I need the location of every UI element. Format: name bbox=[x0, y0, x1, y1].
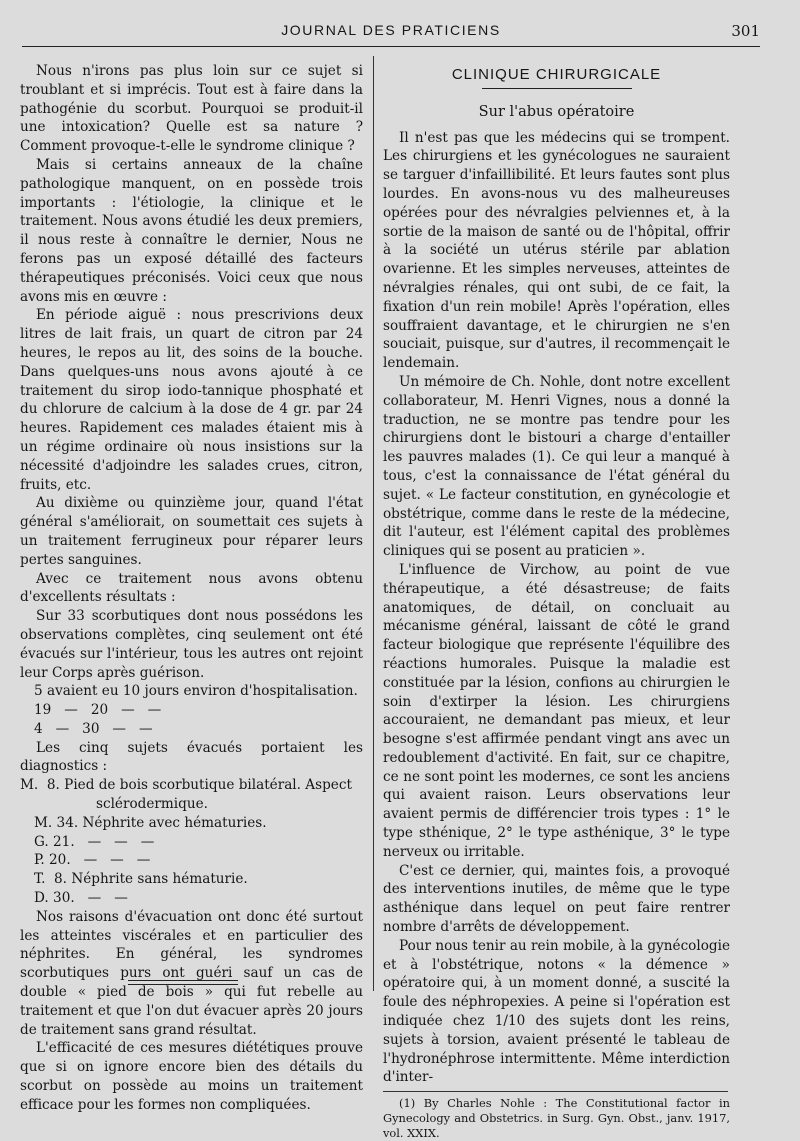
page-header bbox=[22, 22, 760, 46]
left-column bbox=[20, 62, 363, 1115]
right-column bbox=[383, 62, 730, 1141]
paragraph: Mais si certains anneaux de la chaîne pathologique manquent, on en possède trois importants : l'étiologie, la clinique et le traitement. Nous avons étudié les deux premiers, il nous reste à connaître le dernier, Nous ne ferons pas un exposé détaillé des facteurs thérapeutiques préconisés. Voici ceux que nous avons mis en œuvre : bbox=[20, 156, 363, 305]
paragraph: Pour nous tenir au rein mobile, à la gynécologie et à l'obstétrique, notons « la démence » opératoire qui, à un moment donné, a suscité la foule des néphropexies. A peine si l'opération est indiquée chez 1/10 des sujets dont les reins, sujets à torsion, avaient présenté le tableau de l'hydronéphrose intermittente. Même interdiction d'inter- bbox=[383, 937, 730, 1086]
section-title: CLINIQUE CHIRURGICALE bbox=[451, 66, 662, 83]
paragraph: L'influence de Virchow, au point de vue thérapeutique, a été désastreuse; de faits anatomiques, de détail, on concluait au mécanisme général, laissant de côté le grand facteur biologique que représente l'équilibre des réactions humorales. Puisque la maladie est constituée par la lésion, confions au chirurgien le soin d'extirper la lésion. Les chirurgiens accouraient, ne demandant pas mieux, et leur besogne s'est affirmée pendant vingt ans avec un redoublement d'activité. En fait, sur ce chapitre, ce ne sont point les modernes, ce sont les anciens qui avaient raison. Leurs observations leur avaient permis de différencier trois types : 1° le type sthénique, 2° le type asthénique, 3° le type nerveux ou irritable. bbox=[383, 561, 730, 860]
diagnostic-line: M. 8. Pied de bois scorbutique bilatéral. Aspect bbox=[20, 777, 352, 794]
diagnostic-line: M. 34. Néphrite avec hématuries. bbox=[34, 814, 267, 831]
page-number: 301 bbox=[731, 22, 760, 40]
end-of-article-rule bbox=[128, 980, 238, 981]
end-of-article-rule bbox=[128, 984, 238, 985]
diagnostics-list bbox=[20, 776, 363, 908]
paragraph: En période aiguë : nous prescrivions deux litres de lait frais, un quart de citron par 24 heures, le repos au lit, des soins de la bouche. Dans quelques-uns nous avons ajouté à ce traitement du sirop iodo-tannique phosphaté et du chlorure de calcium à la dose de 4 gr. par 24 heures. Rapidement ces malades étaient mis à un régime ordinaire où nous insistions sur la nécessité d'adjoindre les salades crues, citron, fruits, etc. bbox=[20, 307, 363, 493]
diagnostics-intro: Les cinq sujets évacués portaient les diagnostics : bbox=[20, 739, 363, 775]
paragraph: Nous n'irons pas plus loin sur ce sujet si troublant et si imprécis. Tout est à faire dans la pathogénie du scorbut. Pourquoi se produit-il une intoxication? Quelle est sa nature ? Comment provoque-t-elle le syndrome clinique ? bbox=[20, 63, 363, 155]
paragraph: Il n'est pas que les médecins qui se trompent. Les chirurgiens et les gynécologues ne sauraient se targuer d'infaillibilité. Et leurs fautes sont plus lourdes. En avons-nous vu des malheureuses opérées pour des névralgies pelviennes et, à la sortie de la maison de santé ou de l'hôpital, offrir à la société un utérus stérile par ablation ovarienne. Et les simples nerveuses, atteintes de névralgies rénales, qui ont subi, de ce fait, la fixation d'un rein mobile! Après l'opération, elles souffraient davantage, et le chirurgien ne s'en souciait, puisque, sur d'autres, il recommençait le lendemain. bbox=[383, 129, 730, 372]
stats-line: 19 — 20 — — bbox=[34, 702, 162, 719]
paragraph: C'est ce dernier, qui, maintes fois, a provoqué des interventions inutiles, de même que le type asthénique dans lequel on peut faire rentrer nombre d'arrêts de développement. bbox=[383, 862, 730, 936]
running-title: JOURNAL DES PRATICIENS bbox=[281, 22, 501, 38]
header-rule bbox=[22, 46, 760, 47]
paragraph: Au dixième ou quinzième jour, quand l'état général s'améliorait, on soumettait ces sujets à un traitement ferrugineux pour réparer leurs pertes sanguines. bbox=[20, 495, 363, 568]
hospitalisation-stats bbox=[20, 682, 363, 738]
diagnostic-line: G. 21. — — — bbox=[34, 833, 155, 850]
paragraph: Sur 33 scorbutiques dont nous possédons les observations complètes, cinq seulement ont été évacués sur l'intérieur, tous les autres ont rejoint leur Corps après guérison. bbox=[20, 608, 363, 681]
paragraph: Nos raisons d'évacuation ont donc été surtout les atteintes viscérales et en particulier des néphrites. En général, les syndromes scorbutiques purs ont guéri sauf un cas de double « pied de bois » qui fut rebelle au traitement et que l'on dut évacuer après 20 jours de traitement sans grand résultat. bbox=[20, 908, 363, 1038]
footnote: (1) By Charles Nohle : The Constitutional factor in Gynecology and Obstetrics. in Surg. Gyn. Obst., janv. 1917, vol. XXIX. bbox=[383, 1096, 730, 1141]
paragraph: Avec ce traitement nous avons obtenu d'excellents résultats : bbox=[20, 570, 363, 606]
diagnostic-line: P. 20. — — — bbox=[34, 852, 151, 869]
paragraph: Un mémoire de Ch. Nohle, dont notre excellent collaborateur, M. Henri Vignes, nous a donné la traduction, ne se montre pas tendre pour les chirurgiens dont le bistouri a charge d'entailler les pauvres malades (1). Ce qui leur a manqué à tous, c'est la connaissance de l'état général du sujet. « Le facteur constitution, en gynécologie et obstétrique, comme dans le reste de la médecine, dit l'auteur, est l'élément capital des problèmes cliniques qui se posent au praticien ». bbox=[383, 373, 730, 560]
paragraph: L'efficacité de ces mesures diététiques prouve que si on ignore encore bien des détails du scorbut on possède au moins un traitement efficace pour les formes non compliquées. bbox=[20, 1040, 363, 1113]
footnote-rule bbox=[383, 1091, 728, 1092]
section-title-rule bbox=[482, 88, 632, 89]
diagnostic-line: D. 30. — — bbox=[34, 890, 128, 907]
stats-line: 4 — 30 — — bbox=[34, 720, 153, 737]
column-divider bbox=[373, 56, 374, 991]
diagnostic-line: sclérodermique. bbox=[96, 796, 208, 813]
article-title: Sur l'abus opératoire bbox=[478, 103, 635, 120]
stats-line: 5 avaient eu 10 jours environ d'hospitalisation. bbox=[34, 683, 358, 700]
diagnostic-line: T. 8. Néphrite sans hématurie. bbox=[34, 871, 248, 888]
